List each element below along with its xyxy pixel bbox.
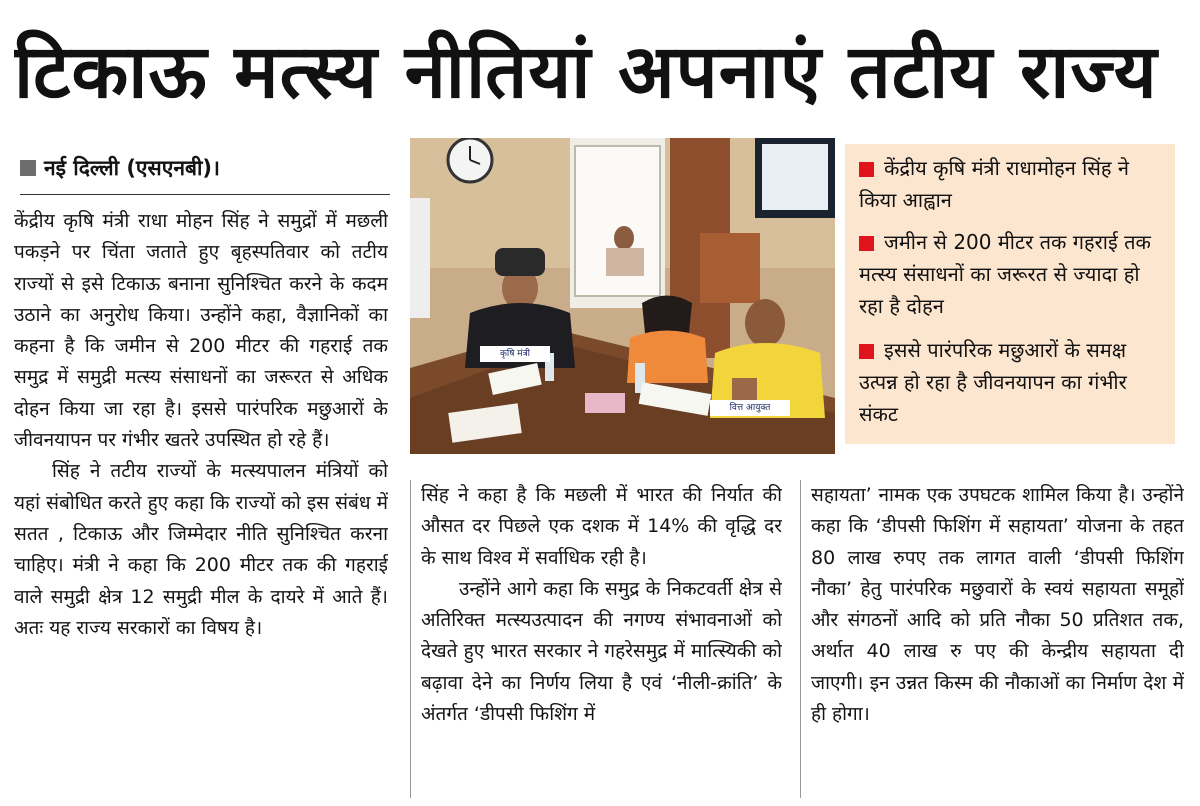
column-3 xyxy=(800,480,1184,798)
highlights-box xyxy=(845,144,1175,444)
column-1 xyxy=(14,206,388,796)
meeting-photo xyxy=(410,138,835,454)
highlight-text-2: जमीन से 200 मीटर तक गहराई तक मत्स्य संसाधनों का जरूरत से ज्यादा हो रहा है दोहन xyxy=(859,230,1151,318)
placard-right: वित्त आयुक्त xyxy=(729,403,771,413)
col3-paragraph-1: सहायता’ नामक एक उपघटक शामिल किया है। उन्होंने कहा कि ‘डीपसी फिशिंग में सहायता’ योजना के तहत 80 लाख रुपए तक लागत वाली ‘डीपसी फिशिंग नौका’ हेतु पारंपरिक मछुवारों के स्वयं सहायता समूहों और संगठनों आदि को प्रति नौका 50 प्रतिशत तक, अर्थात 40 लाख रु पए की केन्द्रीय सहायता दी जाएगी। इन उन्नत किस्म की नौकाओं का निर्माण देश में ही होगा। xyxy=(811,484,1184,726)
highlight-item-2 xyxy=(859,226,1169,322)
bullet-square-icon xyxy=(859,236,874,251)
col1-paragraph-2: सिंह ने तटीय राज्यों के मत्स्यपालन मंत्रियों को यहां संबोधित करते हुए कहा कि राज्यों को इस संबंध में सतत , टिकाऊ और जिम्मेदार नीति सुनिश्चित करना चाहिए। मंत्री ने कहा कि 200 मीटर तक की गहराई वाले समुद्री क्षेत्र 12 समुद्री मील के दायरे में आते हैं। अतः यह राज्य सरकारों का विषय है। xyxy=(14,460,388,639)
column-2 xyxy=(410,480,782,798)
highlight-item-1 xyxy=(859,152,1169,216)
highlight-text-1: केंद्रीय कृषि मंत्री राधामोहन सिंह ने किया आह्वान xyxy=(859,156,1129,212)
col2-paragraph-1: सिंह ने कहा है कि मछली में भारत की निर्यात की औसत दर पिछले एक दशक में 14% की वृद्धि दर के साथ विश्व में सर्वाधिक रही है। xyxy=(421,484,782,569)
bullet-square-icon xyxy=(859,344,874,359)
highlight-text-3: इससे पारंपरिक मछुआरों के समक्ष उत्पन्न हो रहा है जीवनयापन का गंभीर संकट xyxy=(859,338,1127,426)
col2-paragraph-2: उन्होंने आगे कहा कि समुद्र के निकटवर्ती क्षेत्र से अतिरिक्त मत्स्यउत्पादन की नगण्य संभावनाओं को देखते हुए भारत सरकार ने गहरेसमुद्र में मात्स्यिकी को बढ़ावा देने का निर्णय लिया है एवं ‘नीली-क्रांति’ के अंतर्गत ‘डीपसी फिशिंग में xyxy=(421,577,782,726)
col1-paragraph-1: केंद्रीय कृषि मंत्री राधा मोहन सिंह ने समुद्रों में मछली पकड़ने पर चिंता जताते हुए बृहस्पतिवार को तटीय राज्यों से इसे टिकाऊ बनाना सुनिश्चित करने के कदम उठाने का अनुरोध किया। उन्होंने कहा, वैज्ञानिकों का कहना है कि जमीन से 200 मीटर की गहराई तक समुद्र में समुद्री मत्स्य संसाधनों का जरूरत से अधिक दोहन किया जा रहा है। इससे पारंपरिक मछुआरों के जीवनयापन पर गंभीर खतरे उपस्थित हो रहे हैं। xyxy=(14,210,388,452)
byline: नई दिल्ली (एसएनबी)। xyxy=(44,156,220,180)
byline-block xyxy=(20,150,390,195)
highlight-item-3 xyxy=(859,334,1169,430)
placard-left: कृषि मंत्री xyxy=(500,349,530,359)
byline-square-icon xyxy=(20,160,36,176)
bullet-square-icon xyxy=(859,162,874,177)
headline: टिकाऊ मत्स्य नीतियां अपनाएं तटीय राज्य xyxy=(14,29,1158,115)
